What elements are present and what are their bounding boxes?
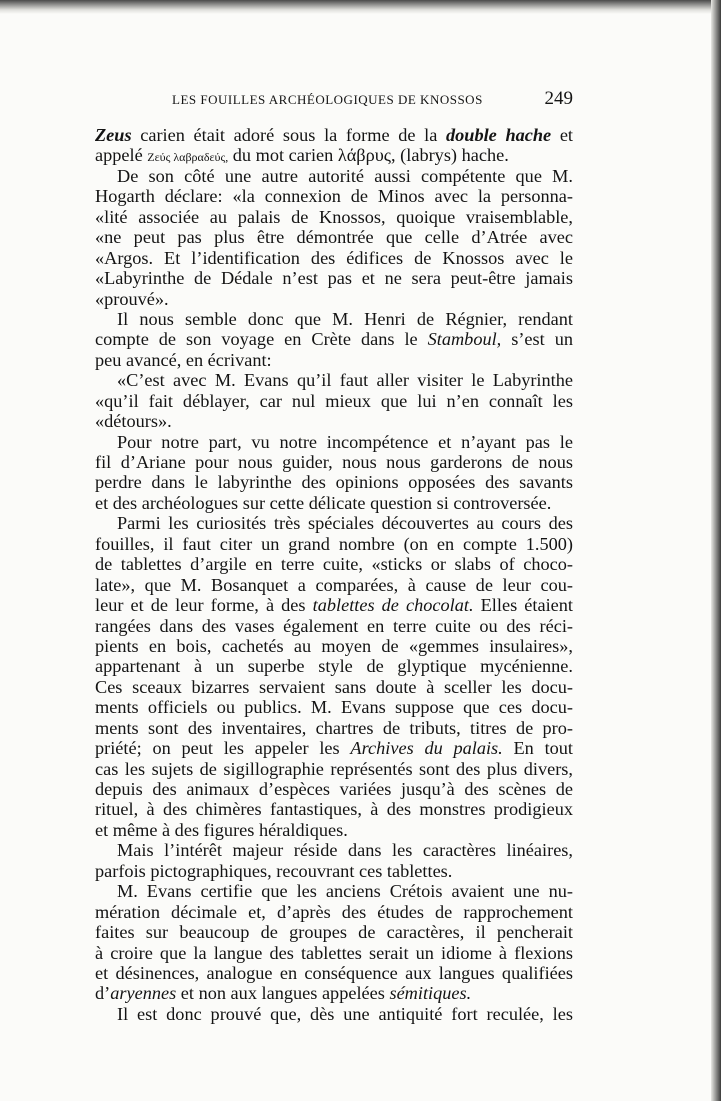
text-line: «Argos. Et l’identification des édifices de Knossos avec le — [95, 247, 573, 268]
text-line: et des archéologues sur cette délicate question si controversée. — [95, 492, 552, 513]
text-line: depuis des animaux d’espèces variées jusqu’à des scènes de — [95, 779, 573, 799]
page-header — [148, 88, 573, 112]
text-line: appelé Ζεύς λαβραδεύς, du mot carien λάβρυς, (labrys) hache. — [95, 145, 509, 166]
text-line: faites sur beaucoup de groupes de caractères, il pencherait — [95, 922, 573, 943]
text-line: Ces sceaux bizarres servaient sans doute à sceller les docu- — [95, 676, 573, 697]
text-line: et même à des figures héraldiques. — [95, 819, 348, 840]
text-line: mération décimale et, d’après des études de rapprochement — [95, 901, 573, 922]
text-line: «ne peut pas plus être démontrée que celle d’Atrée avec — [95, 227, 573, 248]
text-line: «lité associée au palais de Knossos, quoique vraisemblable, — [95, 206, 573, 227]
page-right-edge — [711, 0, 721, 1101]
text-line: Mais l’intérêt majeur réside dans les caractères linéaires, — [117, 840, 573, 861]
text-line: «Labyrinthe de Dédale n’est pas et ne sera peut-être jamais — [95, 268, 573, 289]
text-line: perdre dans le labyrinthe des opinions opposées des savants — [95, 472, 573, 493]
text-line: rituel, à des chimères fantastiques, à des monstres prodigieux — [95, 799, 573, 820]
text-line: cas les sujets de sigillographie représentés sont des plus divers, — [95, 758, 573, 779]
text-line: et désinences, analogue en conséquence aux langues qualifiées — [95, 962, 573, 983]
text-line: rangées dans des vases également en terre cuite ou des réci- — [95, 615, 573, 636]
text-line: compte de son voyage en Crète dans le Stamboul, s’est un — [95, 329, 573, 350]
text-line: «prouvé». — [95, 288, 169, 309]
text-line: De son côté une autre autorité aussi compétente que M. — [117, 165, 573, 186]
text-line: late», que M. Bosanquet a comparées, à cause de leur cou- — [95, 574, 573, 595]
page-top-shadow — [0, 0, 721, 14]
text-line: Il nous semble donc que M. Henri de Régnier, rendant — [117, 308, 573, 329]
text-line: «détours». — [95, 411, 172, 432]
page-number: 249 — [544, 88, 573, 109]
text-line: peu avancé, en écrivant: — [95, 349, 272, 370]
text-line: Hogarth déclare: «la connexion de Minos avec la personna- — [95, 186, 573, 207]
text-line: Il est donc prouvé que, dès une antiquité fort reculée, les — [117, 1003, 573, 1024]
text-line: Parmi les curiosités très spéciales découvertes au cours des — [117, 513, 573, 534]
text-line: priété; on peut les appeler les Archives du palais. En tout — [95, 738, 574, 759]
text-line: Pour notre part, vu notre incompétence et n’ayant pas le — [117, 431, 573, 452]
text-line: fil d’Ariane pour nous guider, nous nous garderons de nous — [95, 452, 573, 472]
text-line: «C’est avec M. Evans qu’il faut aller visiter le Labyrinthe — [117, 370, 573, 391]
text-line: parfois pictographiques, recouvrant ces tablettes. — [95, 860, 453, 881]
text-line: Zeus carien était adoré sous la forme de la double hache et — [95, 125, 574, 145]
text-line: leur et de leur forme, à des tablettes de chocolat. Elles étaient — [95, 595, 574, 616]
text-line: à croire que la langue des tablettes serait un idiome à flexions — [95, 942, 573, 963]
running-head: LES FOUILLES ARCHÉOLOGIQUES DE KNOSSOS — [172, 92, 483, 107]
text-line: «qu’il fait déblayer, car nul mieux que lui n’en connaît les — [95, 390, 573, 411]
body-text — [95, 125, 573, 1024]
text-line: d’aryennes et non aux langues appelées sémitiques. — [95, 983, 472, 1004]
text-line: de tablettes d’argile en terre cuite, «sticks or slabs of choco- — [95, 554, 573, 575]
text-line: ments sont des inventaires, chartres de tributs, titres de pro- — [95, 717, 573, 738]
text-line: fouilles, il faut citer un grand nombre (on en compte 1.500) — [95, 533, 573, 554]
text-line: ments officiels ou publics. M. Evans suppose que ces docu- — [95, 697, 573, 718]
text-line: appartenant à un superbe style de glyptique mycénienne. — [95, 656, 573, 677]
text-line: M. Evans certifie que les anciens Crétois avaient une nu- — [117, 881, 573, 902]
text-line: pients en bois, cachetés au moyen de «gemmes insulaires», — [95, 635, 573, 656]
